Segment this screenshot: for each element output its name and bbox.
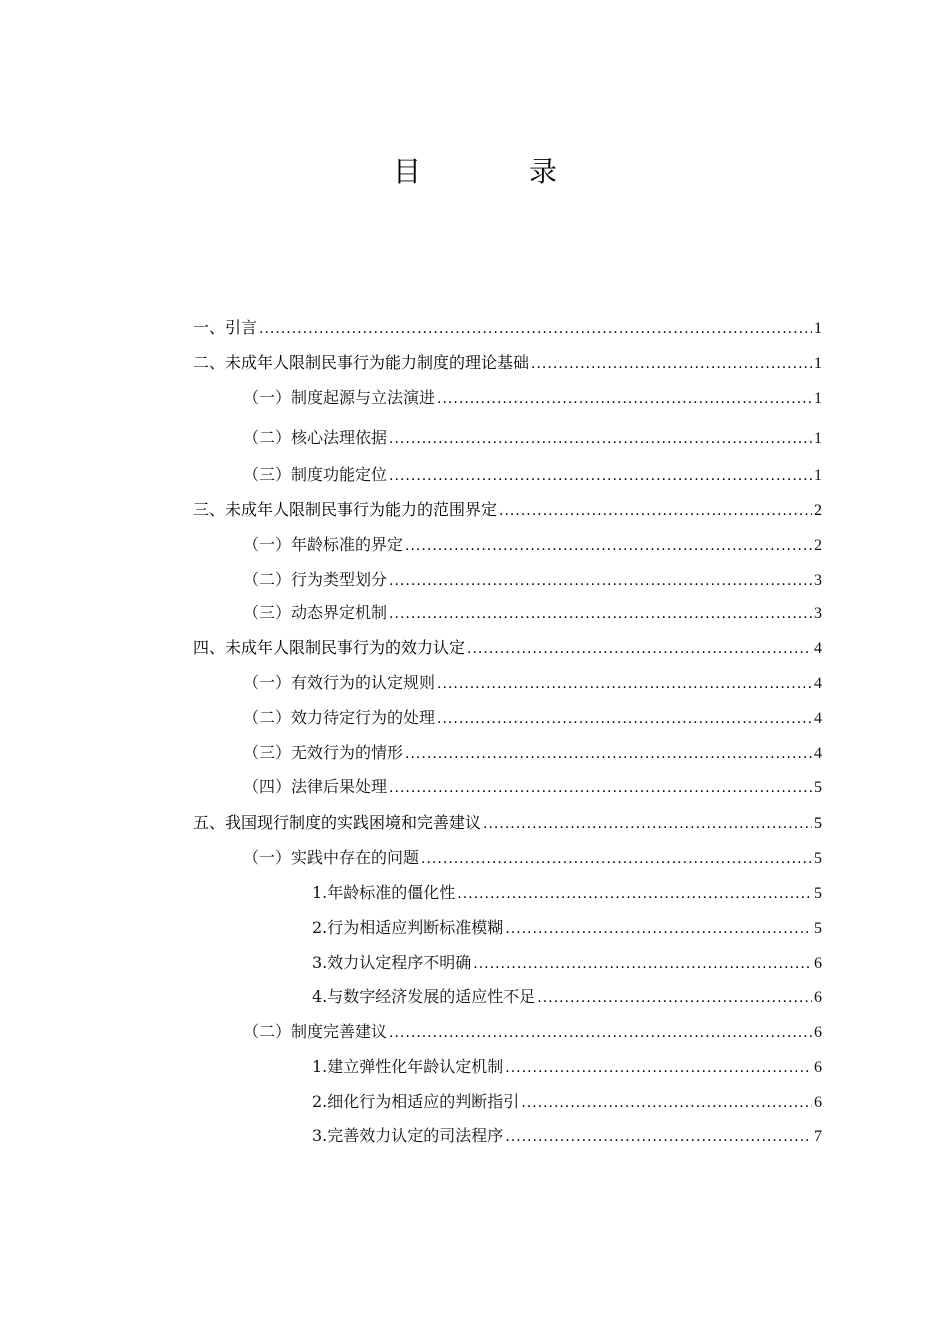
toc-entry-section-3-2[interactable] [243,568,822,592]
dot-leader [521,1091,812,1115]
dot-leader [537,986,812,1010]
dot-leader [421,847,812,871]
toc-entry-section-2-1[interactable] [243,386,822,410]
toc-page-number: 5 [814,920,822,937]
toc-entry-title: （一）年龄标准的界定 [243,535,404,554]
toc-entry-title: （一）实践中存在的问题 [243,848,420,867]
dot-leader [505,917,812,941]
toc-entry-section-3-1[interactable] [243,533,822,557]
toc-entry-title: 四、未成年人限制民事行为的效力认定 [193,638,466,657]
toc-entry-title: 4.与数字经济发展的适应性不足 [312,987,536,1006]
toc-page-number: 5 [814,815,822,832]
dot-leader [389,776,812,800]
dot-leader [505,1056,812,1080]
toc-entry-section-4-3[interactable] [243,741,822,765]
toc-entry-title: 二、未成年人限制民事行为能力制度的理论基础 [193,353,530,372]
toc-page-number: 1 [814,467,822,484]
dot-leader [473,952,812,976]
toc-entry-section-4-1[interactable] [243,671,822,695]
toc-page-number: 4 [814,675,822,692]
toc-entry-section-2-3[interactable] [243,463,822,487]
toc-entry-section-4-4[interactable] [243,775,822,799]
toc-page-number: 7 [814,1128,822,1145]
toc-entry-chapter-2[interactable] [193,351,822,375]
dot-leader [389,427,812,451]
toc-entry-item-5-2-2[interactable] [312,1090,822,1114]
dot-leader [389,569,812,593]
toc-entry-title: 三、未成年人限制民事行为能力的范围界定 [193,500,498,519]
toc-page-number: 4 [814,640,822,657]
dot-leader [437,672,812,696]
toc-page-number: 6 [814,1059,822,1076]
dot-leader [437,387,812,411]
dot-leader [437,707,812,731]
toc-entry-title: 1.年龄标准的僵化性 [312,883,456,902]
toc-entry-item-5-1-4[interactable] [312,985,822,1009]
toc-entry-title: 一、引言 [193,318,258,337]
toc-page-number: 1 [814,320,822,337]
dot-leader [259,317,812,341]
toc-entry-item-5-1-2[interactable] [312,916,822,940]
toc-page-number: 5 [814,779,822,796]
toc-entry-introduction[interactable] [193,316,822,340]
dot-leader [389,1021,812,1045]
toc-entry-title: （二）核心法理依据 [243,428,388,447]
toc-entry-section-3-3[interactable] [243,601,822,625]
dot-leader [389,464,812,488]
toc-entry-section-5-1[interactable] [243,846,822,870]
toc-entry-item-5-1-3[interactable] [312,951,822,975]
toc-entry-item-5-2-1[interactable] [312,1055,822,1079]
toc-page-number: 5 [814,850,822,867]
toc-page-number: 4 [814,710,822,727]
toc-page-number: 2 [814,537,822,554]
dot-leader [405,534,812,558]
toc-entry-chapter-5[interactable] [193,811,822,835]
toc-entry-title: 3.完善效力认定的司法程序 [312,1126,504,1145]
toc-entry-title: （三）制度功能定位 [243,465,388,484]
toc-entry-title: （二）效力待定行为的处理 [243,708,436,727]
dot-leader [405,742,812,766]
toc-page-number: 6 [814,955,822,972]
dot-leader [457,882,812,906]
dot-leader [499,499,812,523]
toc-page-number: 6 [814,1094,822,1111]
toc-entry-chapter-3[interactable] [193,498,822,522]
dot-leader [389,602,812,626]
toc-page-number: 1 [814,430,822,447]
toc-entry-title: （一）制度起源与立法演进 [243,388,436,407]
toc-page-number: 6 [814,1024,822,1041]
page-title: 目 录 [392,155,597,188]
toc-page-number: 1 [814,355,822,372]
toc-entry-title: （一）有效行为的认定规则 [243,673,436,692]
toc-entry-title: 2.细化行为相适应的判断指引 [312,1092,520,1111]
toc-entry-title: 3.效力认定程序不明确 [312,953,472,972]
toc-page-number: 5 [814,885,822,902]
toc-entry-title: 2.行为相适应判断标准模糊 [312,918,504,937]
toc-entry-chapter-4[interactable] [193,636,822,660]
toc-page-number: 4 [814,745,822,762]
toc-entry-title: （三）无效行为的情形 [243,743,404,762]
toc-entry-item-5-1-1[interactable] [312,881,822,905]
toc-entry-section-4-2[interactable] [243,706,822,730]
toc-entry-section-5-2[interactable] [243,1020,822,1044]
dot-leader [483,812,812,836]
toc-page-number: 3 [814,605,822,622]
toc-page-number: 3 [814,572,822,589]
toc-entry-title: （四）法律后果处理 [243,777,388,796]
toc-page-number: 6 [814,989,822,1006]
dot-leader [467,637,812,661]
toc-entry-title: （三）动态界定机制 [243,603,388,622]
toc-entry-title: 1.建立弹性化年龄认定机制 [312,1057,504,1076]
toc-entry-title: 五、我国现行制度的实践困境和完善建议 [193,813,482,832]
toc-entry-section-2-2[interactable] [243,426,822,450]
toc-entry-title: （二）制度完善建议 [243,1022,388,1041]
toc-page-number: 1 [814,390,822,407]
toc-page-number: 2 [814,502,822,519]
dot-leader [531,352,812,376]
toc-entry-item-5-2-3[interactable] [312,1124,822,1148]
dot-leader [505,1125,812,1149]
toc-entry-title: （二）行为类型划分 [243,570,388,589]
